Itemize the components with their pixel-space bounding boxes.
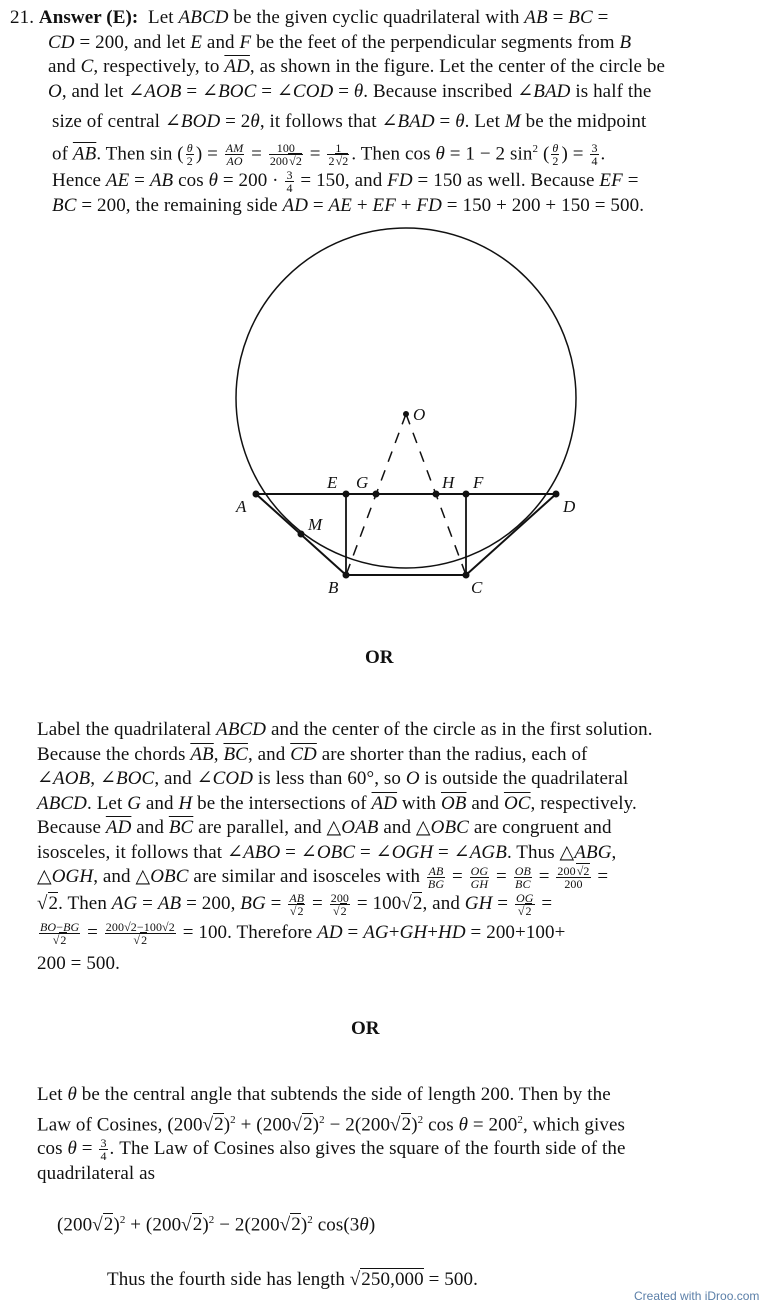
s3-line-4: quadrilateral as: [37, 1163, 156, 1185]
or-separator-2: OR: [351, 1018, 380, 1039]
s3-line-1: Let θ be the central angle that subtends the side of length 200. Then by the: [37, 1084, 611, 1105]
line-6: of $\overline{AB}$. Then sin ( $\frac{\theta}{2}$ ) = $\frac{AM}{AO}$ = $\frac{100}{200√2}$ = $\frac{1}{2√2}$ . Then cos θ = 1 − 2 $\sin^2$ ( $\frac{\theta}{2}$ ) = $\frac{3}{4}$ .: [52, 140, 606, 168]
label-O: O: [413, 405, 426, 424]
line-4: O, and let ∠AOB = ∠BOC = ∠COD = θ. Because inscribed ∠BAD is half the: [48, 80, 652, 102]
s2-line-10: 200 = 500.: [37, 953, 120, 975]
label-C: C: [471, 578, 483, 597]
label-E: E: [327, 473, 338, 492]
s2-line-2: Because the chords $\overline{AB}$, $\overline{BC}$, and $\overline{CD}$ are shorter than the radius, each of: [37, 743, 588, 765]
s2-line-3: ∠AOB, ∠BOC, and ∠COD is less than 60°, so O is outside the quadrilateral: [37, 768, 629, 789]
solution-2: [37, 718, 753, 977]
s2-line-5: Because $\overline{AD}$ and $\overline{BC}$ are parallel, and △OAB and △OBC are congruent and: [37, 817, 612, 838]
line-2: CD = 200, and let E and F be the feet of the perpendicular segments from B: [48, 31, 632, 53]
s3-line-3: cos θ = $\frac{3}{4}$ . The Law of Cosines also gives the square of the fourth side of the: [37, 1136, 626, 1164]
point-F: [463, 491, 470, 498]
line-5: size of central ∠BOD = 2θ, it follows that ∠BAD = θ. Let M be the midpoint: [52, 111, 647, 132]
segment-CD: [466, 494, 556, 575]
point-A: [253, 491, 260, 498]
solution-3: [37, 1083, 753, 1187]
s2-line-1: Label the quadrilateral ABCD and the center of the circle as in the first solution.: [37, 719, 653, 740]
point-C: [463, 572, 470, 579]
answer-label: Answer (E):: [38, 7, 139, 28]
label-H: H: [442, 473, 455, 492]
point-M: [298, 531, 305, 538]
s3-display-equation: $(200√2)^2 + (200√2)^2 - 2(200√2)^2$ cos(3θ): [57, 1214, 376, 1236]
point-E: [343, 491, 350, 498]
circumcircle: [236, 228, 576, 568]
label-A: A: [236, 497, 247, 516]
s2-line-7: △OGH, and △OBC are similar and isosceles with $\frac{AB}{BG}$ = $\frac{OG}{GH}$ = $\frac{OB}{BC}$ = $\frac{200√2}{200}$ =: [37, 864, 609, 892]
label-D: D: [563, 497, 576, 516]
s2-line-4: ABCD. Let G and H be the intersections of $\overline{AD}$ with $\overline{OB}$ and $\overline{OC}$, respectively.: [37, 792, 637, 814]
s2-line-8: √2. Then AG = AB = 200, BG = $\frac{AB}{√2}$ = $\frac{200}{√2}$ = 100√2, and GH = $\frac{OG}{√2}$ =: [37, 891, 553, 919]
point-O: [403, 411, 409, 417]
watermark: Created with iDroo.com: [634, 1289, 760, 1303]
label-F: F: [473, 473, 484, 492]
problem-number: 21.: [10, 7, 35, 28]
line-3: and C, respectively, to $\overline{AD}$, as shown in the figure. Let the center of the circle be: [48, 56, 665, 77]
point-H: [433, 491, 440, 498]
label-G: G: [356, 473, 369, 492]
s3-conclusion: Thus the fourth side has length √250,000 = 500.: [107, 1269, 478, 1290]
s2-line-9: $\frac{BO-BG}{√2}$ = $\frac{200√2-100√2}{√2}$ = 100. Therefore AD = AG+GH+HD = 200+100+: [40, 920, 566, 948]
s2-line-6: isosceles, it follows that ∠ABO = ∠OBC = ∠OGH = ∠AGB. Thus △ABG,: [37, 841, 617, 863]
line-7: Hence AE = AB cos θ = 200 · $\frac{3}{4}$ = 150, and FD = 150 as well. Because EF =: [52, 168, 639, 196]
line-8: BC = 200, the remaining side AD = AE + EF + FD = 150 + 200 + 150 = 500.: [52, 195, 645, 217]
geometry-figure: [0, 0, 784, 620]
line-1: 21. Answer (E): Let ABCD be the given cyclic quadrilateral with AB = BC =: [10, 7, 609, 28]
label-B: B: [328, 578, 339, 597]
label-M: M: [308, 515, 323, 534]
point-D: [553, 491, 560, 498]
or-separator-1: OR: [365, 647, 394, 668]
point-G: [373, 491, 380, 498]
point-B: [343, 572, 350, 579]
s3-line-2: Law of Cosines, $(200√2)^2 + (200√2)^2 - 2(200√2)^2$ $\cos \theta = 200^2$, which gives: [37, 1113, 626, 1135]
